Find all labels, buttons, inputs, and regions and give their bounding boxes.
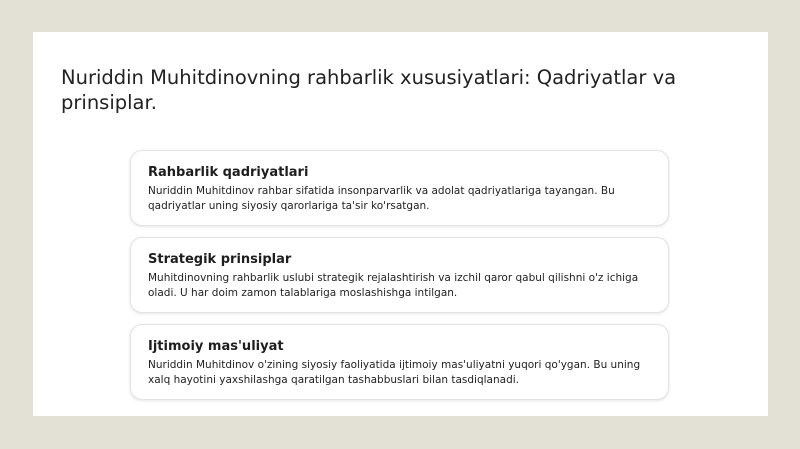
card-title: Rahbarlik qadriyatlari [148, 165, 309, 180]
card-social-responsibility [130, 324, 669, 400]
card-text: Nuriddin Muhitdinov o'zining siyosiy faoliyatida ijtimoiy mas'uliyatni yuqori qo'ygan. Bu uning xalq hayotini yaxshilashga qaratilgan tashabbuslari bilan tasdiqlanadi. [148, 359, 641, 386]
card-title: Strategik prinsiplar [148, 252, 292, 267]
slide [33, 32, 768, 416]
card-text: Nuriddin Muhitdinov rahbar sifatida insonparvarlik va adolat qadriyatlariga tayangan. Bu qadriyatlar uning siyosiy qarorlariga ta'sir ko'rsatgan. [148, 185, 615, 212]
card-leadership-values [130, 150, 669, 226]
card-text: Muhitdinovning rahbarlik uslubi strategik rejalashtirish va izchil qaror qabul qilishni o'z ichiga oladi. U har doim zamon talablariga moslashishga intilgan. [148, 272, 639, 299]
card-title: Ijtimoiy mas'uliyat [148, 339, 284, 354]
slide-title: Nuriddin Muhitdinovning rahbarlik xususiyatlari: Qadriyatlar va prinsiplar. [61, 66, 677, 114]
card-strategic-principles [130, 237, 669, 313]
